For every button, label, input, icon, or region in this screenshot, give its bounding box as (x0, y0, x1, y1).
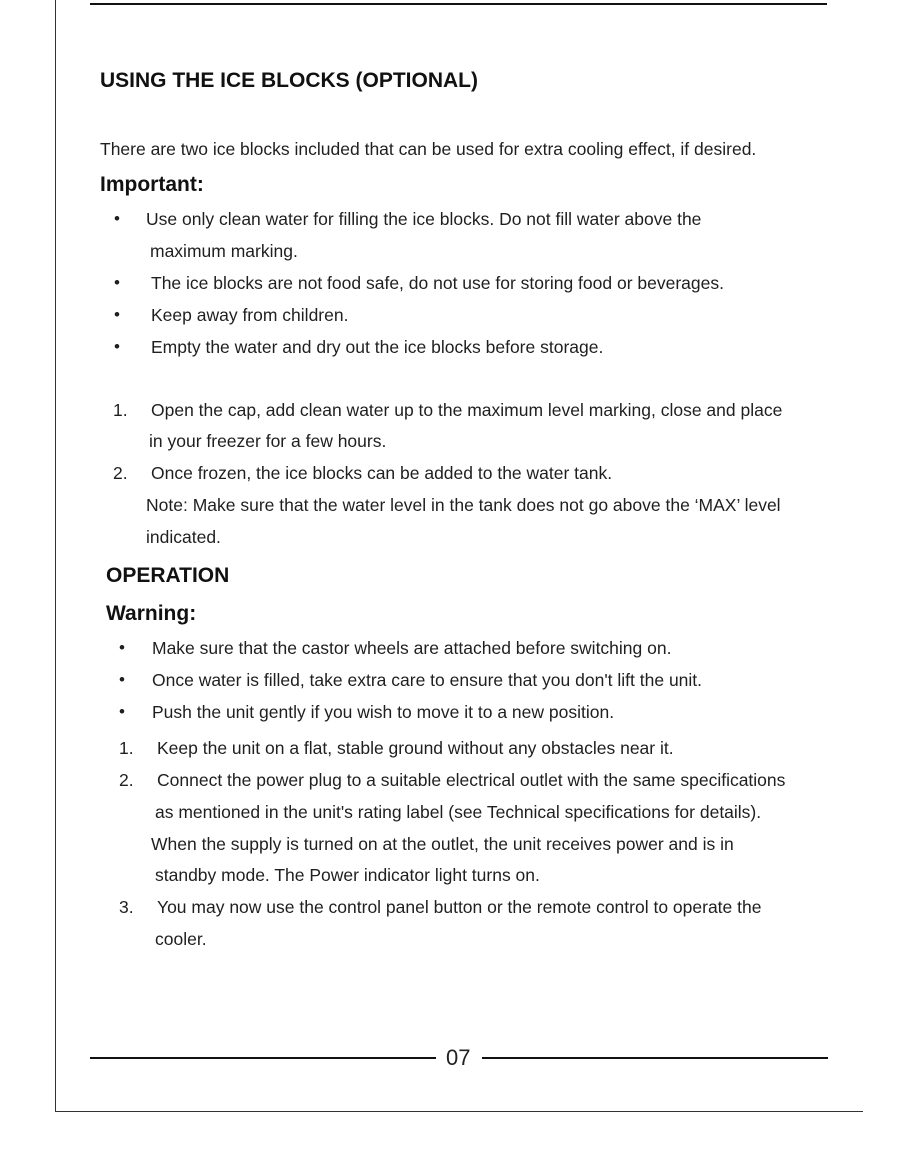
step-number: 2. (119, 770, 134, 790)
note-text: Note: Make sure that the water level in the tank does not go above the ‘MAX’ level (146, 495, 781, 515)
important-label: Important: (100, 173, 204, 196)
step-text: Keep the unit on a flat, stable ground without any obstacles near it. (157, 738, 674, 758)
list-item-continuation: maximum marking. (150, 241, 298, 261)
step-text-continuation: as mentioned in the unit's rating label (see Technical specifications for details). (155, 802, 762, 822)
footer-rule-left (90, 1057, 436, 1059)
section-title-ice-blocks: USING THE ICE BLOCKS (OPTIONAL) (100, 69, 478, 92)
list-item: Make sure that the castor wheels are attached before switching on. (152, 638, 672, 658)
bullet-icon: • (114, 337, 120, 356)
step-number: 3. (119, 897, 134, 917)
footer-rule-right (482, 1057, 828, 1059)
step-text: Connect the power plug to a suitable electrical outlet with the same specifications (157, 770, 786, 790)
list-item: The ice blocks are not food safe, do not use for storing food or beverages. (151, 273, 724, 293)
bullet-icon: • (114, 273, 120, 292)
step-text-continuation: cooler. (155, 929, 207, 949)
warning-label: Warning: (106, 602, 197, 625)
bullet-icon: • (119, 638, 125, 657)
section-title-operation: OPERATION (106, 564, 230, 587)
bullet-icon: • (119, 670, 125, 689)
list-item: Once water is filled, take extra care to ensure that you don't lift the unit. (152, 670, 703, 690)
step-text: Open the cap, add clean water up to the maximum level marking, close and place (151, 400, 783, 420)
list-item: Use only clean water for filling the ice blocks. Do not fill water above the (146, 209, 702, 229)
step-number: 2. (113, 463, 128, 483)
intro-text: There are two ice blocks included that can be used for extra cooling effect, if desired. (100, 139, 757, 159)
bullet-icon: • (114, 209, 120, 228)
step-text: You may now use the control panel button or the remote control to operate the (157, 897, 762, 917)
list-item: Push the unit gently if you wish to move it to a new position. (152, 702, 615, 722)
bullet-icon: • (114, 305, 120, 324)
top-rule (90, 3, 827, 5)
list-item: Empty the water and dry out the ice blocks before storage. (151, 337, 604, 357)
step-text-continuation: When the supply is turned on at the outlet, the unit receives power and is in (151, 834, 734, 854)
list-item: Keep away from children. (151, 305, 349, 325)
step-number: 1. (113, 400, 128, 420)
bullet-icon: • (119, 702, 125, 721)
page-number: 07 (446, 1045, 471, 1070)
note-text-continuation: indicated. (146, 527, 221, 547)
step-text: Once frozen, the ice blocks can be added to the water tank. (151, 463, 613, 483)
step-number: 1. (119, 738, 134, 758)
page-left-border (55, 0, 56, 1112)
page-bottom-border (55, 1111, 863, 1112)
step-text-continuation: standby mode. The Power indicator light turns on. (155, 865, 540, 885)
step-text-continuation: in your freezer for a few hours. (149, 431, 387, 451)
